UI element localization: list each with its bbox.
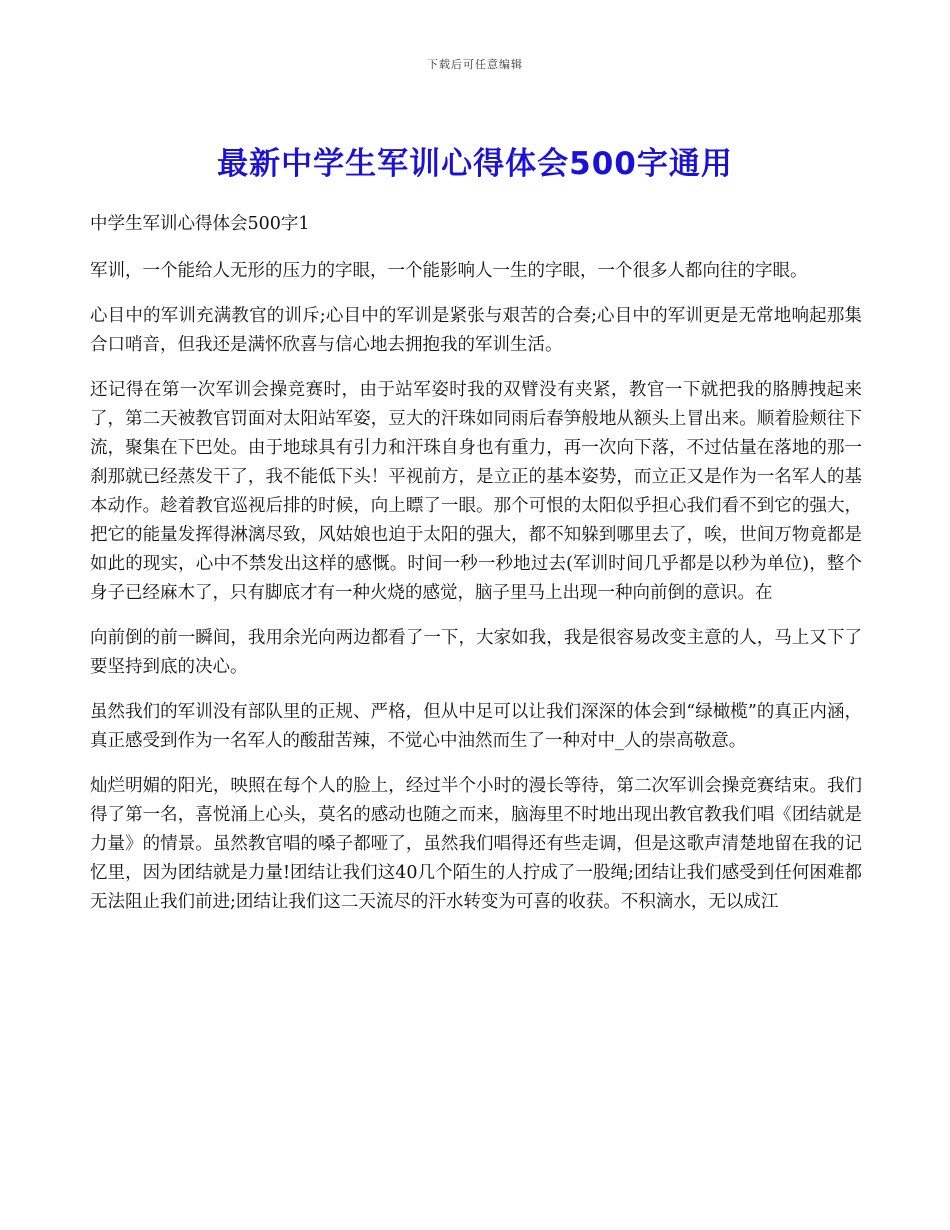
paragraph-5: 虽然我们的军训没有部队里的正规、严格，但从中足可以让我们深深的体会到“绿橄榄”的真正内涵，真正感受到作为一名军人的酸甜苦辣，不觉心中油然而生了一种对中_人的崇高敬意。	[90, 702, 862, 751]
paragraph-2: 心目中的军训充满教官的训斥;心目中的军训是紧张与艰苦的合奏;心目中的军训更是无常地响起那集合口哨音，但我还是满怀欣喜与信心地去拥抱我的军训生活。	[90, 306, 862, 355]
paragraph-1: 军训，一个能给人无形的压力的字眼，一个能影响人一生的字眼，一个很多人都向往的字眼。	[90, 261, 808, 281]
section-subheading: 中学生军训心得体会500字1	[90, 214, 310, 234]
paragraph-4: 向前倒的前一瞬间，我用余光向两边都看了一下，大家如我，我是很容易改变主意的人，马上又下了要坚持到底的决心。	[90, 628, 862, 677]
document-title: 最新中学生军训心得体会500字通用	[217, 146, 733, 182]
paragraph-3: 还记得在第一次军训会操竞赛时，由于站军姿时我的双臂没有夹紧，教官一下就把我的胳膊拽起来了，第二天被教官罚面对太阳站军姿，豆大的汗珠如同雨后春笋般地从额头上冒出来。顺着脸颊往下流，聚集在下巴处。由于地球具有引力和汗珠自身也有重力，再一次向下落，不过估量在落地的那一刹那就已经蒸发干了，我不能低下头！平视前方，是立正的基本姿势，而立正又是作为一名军人的基本动作。趁着教官巡视后排的时候，向上瞟了一眼。那个可恨的太阳似乎担心我们看不到它的强大，把它的能量发挥得淋漓尽致，风姑娘也迫于太阳的强大，都不知躲到哪里去了，唉，世间万物竟都是如此的现实，心中不禁发出这样的感慨。时间一秒一秒地过去(军训时间几乎都是以秒为单位)，整个身子已经麻木了，只有脚底才有一种火烧的感觉，脑子里马上出现一种向前倒的意识。在	[90, 380, 862, 603]
paragraph-6: 灿烂明媚的阳光，映照在每个人的脸上，经过半个小时的漫长等待，第二次军训会操竞赛结束。我们得了第一名，喜悦涌上心头，莫名的感动也随之而来，脑海里不时地出现出教官教我们唱《团结就是力量》的情景。虽然教官唱的嗓子都哑了，虽然我们唱得还有些走调，但是这歌声清楚地留在我的记忆里，因为团结就是力量!团结让我们这40几个陌生的人拧成了一股绳;团结让我们感受到任何困难都无法阻止我们前进;团结让我们这二天流尽的汗水转变为可喜的收获。不积滴水，无以成江	[90, 776, 862, 912]
page-header-note: 下载后可任意编辑	[427, 58, 523, 71]
document-body	[90, 210, 862, 933]
